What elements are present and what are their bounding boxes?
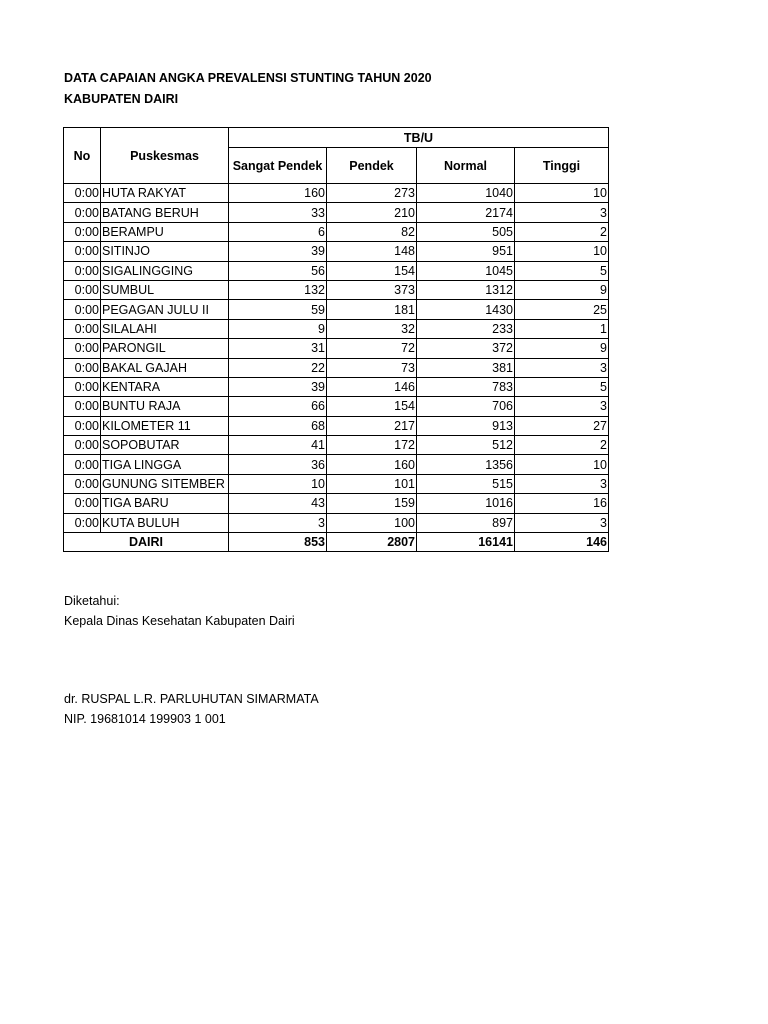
row-sangat-pendek: 9 <box>229 319 327 338</box>
column-header-puskesmas: Puskesmas <box>101 128 229 184</box>
row-tinggi: 10 <box>515 184 609 203</box>
group-header-tbu: TB/U <box>229 128 609 148</box>
column-header-sangat-pendek: Sangat Pendek <box>229 148 327 184</box>
table-row <box>64 222 609 241</box>
row-puskesmas: KUTA BULUH <box>101 513 229 532</box>
row-pendek: 210 <box>327 203 417 222</box>
row-pendek: 73 <box>327 358 417 377</box>
row-sangat-pendek: 132 <box>229 280 327 299</box>
row-no: 0:00 <box>64 455 101 474</box>
row-pendek: 373 <box>327 280 417 299</box>
row-normal: 951 <box>417 242 515 261</box>
row-pendek: 148 <box>327 242 417 261</box>
row-tinggi: 2 <box>515 436 609 455</box>
column-header-normal: Normal <box>417 148 515 184</box>
row-no: 0:00 <box>64 377 101 396</box>
column-header-tinggi: Tinggi <box>515 148 609 184</box>
row-no: 0:00 <box>64 474 101 493</box>
row-sangat-pendek: 39 <box>229 377 327 396</box>
row-no: 0:00 <box>64 494 101 513</box>
row-normal: 1356 <box>417 455 515 474</box>
footer-nip: NIP. 19681014 199903 1 001 <box>64 712 226 726</box>
table-row <box>64 339 609 358</box>
table-row <box>64 319 609 338</box>
row-pendek: 217 <box>327 416 417 435</box>
row-normal: 897 <box>417 513 515 532</box>
row-normal: 515 <box>417 474 515 493</box>
row-pendek: 101 <box>327 474 417 493</box>
row-pendek: 72 <box>327 339 417 358</box>
row-puskesmas: PARONGIL <box>101 339 229 358</box>
row-puskesmas: SIGALINGGING <box>101 261 229 280</box>
row-tinggi: 3 <box>515 474 609 493</box>
row-sangat-pendek: 6 <box>229 222 327 241</box>
row-puskesmas: SOPOBUTAR <box>101 436 229 455</box>
table-row <box>64 436 609 455</box>
row-sangat-pendek: 59 <box>229 300 327 319</box>
table-row <box>64 494 609 513</box>
row-pendek: 154 <box>327 397 417 416</box>
row-tinggi: 2 <box>515 222 609 241</box>
row-no: 0:00 <box>64 222 101 241</box>
row-sangat-pendek: 36 <box>229 455 327 474</box>
row-tinggi: 3 <box>515 513 609 532</box>
row-pendek: 82 <box>327 222 417 241</box>
table-row <box>64 242 609 261</box>
row-sangat-pendek: 66 <box>229 397 327 416</box>
row-tinggi: 10 <box>515 242 609 261</box>
row-sangat-pendek: 39 <box>229 242 327 261</box>
row-no: 0:00 <box>64 513 101 532</box>
row-puskesmas: GUNUNG SITEMBER <box>101 474 229 493</box>
row-pendek: 32 <box>327 319 417 338</box>
row-tinggi: 25 <box>515 300 609 319</box>
row-normal: 706 <box>417 397 515 416</box>
row-tinggi: 1 <box>515 319 609 338</box>
row-normal: 2174 <box>417 203 515 222</box>
row-pendek: 181 <box>327 300 417 319</box>
row-sangat-pendek: 68 <box>229 416 327 435</box>
total-row <box>64 533 609 552</box>
total-normal: 16141 <box>417 533 515 552</box>
row-puskesmas: PEGAGAN JULU II <box>101 300 229 319</box>
row-normal: 1016 <box>417 494 515 513</box>
table-row <box>64 377 609 396</box>
row-tinggi: 9 <box>515 280 609 299</box>
row-normal: 783 <box>417 377 515 396</box>
total-label: DAIRI <box>64 533 229 552</box>
row-puskesmas: BUNTU RAJA <box>101 397 229 416</box>
row-sangat-pendek: 22 <box>229 358 327 377</box>
document-subtitle: KABUPATEN DAIRI <box>64 92 179 106</box>
row-normal: 1040 <box>417 184 515 203</box>
row-puskesmas: HUTA RAKYAT <box>101 184 229 203</box>
table-row <box>64 513 609 532</box>
column-header-no: No <box>64 128 101 184</box>
row-tinggi: 5 <box>515 261 609 280</box>
row-pendek: 100 <box>327 513 417 532</box>
row-no: 0:00 <box>64 397 101 416</box>
row-no: 0:00 <box>64 436 101 455</box>
row-tinggi: 3 <box>515 358 609 377</box>
row-no: 0:00 <box>64 339 101 358</box>
row-puskesmas: BATANG BERUH <box>101 203 229 222</box>
document-title: DATA CAPAIAN ANGKA PREVALENSI STUNTING TAHUN 2020 <box>64 71 432 85</box>
row-no: 0:00 <box>64 184 101 203</box>
row-sangat-pendek: 56 <box>229 261 327 280</box>
row-no: 0:00 <box>64 280 101 299</box>
row-normal: 505 <box>417 222 515 241</box>
row-puskesmas: BAKAL GAJAH <box>101 358 229 377</box>
table-row <box>64 261 609 280</box>
table-row <box>64 203 609 222</box>
row-puskesmas: KENTARA <box>101 377 229 396</box>
row-puskesmas: TIGA BARU <box>101 494 229 513</box>
row-no: 0:00 <box>64 319 101 338</box>
row-no: 0:00 <box>64 203 101 222</box>
row-pendek: 159 <box>327 494 417 513</box>
row-tinggi: 9 <box>515 339 609 358</box>
row-pendek: 154 <box>327 261 417 280</box>
row-tinggi: 10 <box>515 455 609 474</box>
footer-signatory-name: dr. RUSPAL L.R. PARLUHUTAN SIMARMATA <box>64 692 319 706</box>
row-pendek: 172 <box>327 436 417 455</box>
row-tinggi: 3 <box>515 203 609 222</box>
table-row <box>64 474 609 493</box>
row-normal: 1430 <box>417 300 515 319</box>
table-row <box>64 416 609 435</box>
table-row <box>64 300 609 319</box>
row-normal: 381 <box>417 358 515 377</box>
row-normal: 1312 <box>417 280 515 299</box>
row-no: 0:00 <box>64 358 101 377</box>
row-sangat-pendek: 160 <box>229 184 327 203</box>
row-sangat-pendek: 3 <box>229 513 327 532</box>
row-puskesmas: KILOMETER 11 <box>101 416 229 435</box>
table-row <box>64 184 609 203</box>
row-no: 0:00 <box>64 416 101 435</box>
row-normal: 913 <box>417 416 515 435</box>
row-pendek: 273 <box>327 184 417 203</box>
total-pendek: 2807 <box>327 533 417 552</box>
table-row <box>64 280 609 299</box>
row-no: 0:00 <box>64 261 101 280</box>
row-pendek: 160 <box>327 455 417 474</box>
row-tinggi: 16 <box>515 494 609 513</box>
total-sangat-pendek: 853 <box>229 533 327 552</box>
table-row <box>64 397 609 416</box>
row-no: 0:00 <box>64 242 101 261</box>
row-puskesmas: TIGA LINGGA <box>101 455 229 474</box>
column-header-pendek: Pendek <box>327 148 417 184</box>
row-normal: 1045 <box>417 261 515 280</box>
row-sangat-pendek: 33 <box>229 203 327 222</box>
stunting-table <box>63 127 609 552</box>
row-no: 0:00 <box>64 300 101 319</box>
row-tinggi: 3 <box>515 397 609 416</box>
row-tinggi: 5 <box>515 377 609 396</box>
row-tinggi: 27 <box>515 416 609 435</box>
footer-position: Kepala Dinas Kesehatan Kabupaten Dairi <box>64 614 295 628</box>
row-puskesmas: SITINJO <box>101 242 229 261</box>
row-normal: 372 <box>417 339 515 358</box>
footer-known: Diketahui: <box>64 594 120 608</box>
row-sangat-pendek: 10 <box>229 474 327 493</box>
row-sangat-pendek: 41 <box>229 436 327 455</box>
row-puskesmas: BERAMPU <box>101 222 229 241</box>
row-puskesmas: SILALAHI <box>101 319 229 338</box>
table-row <box>64 358 609 377</box>
row-sangat-pendek: 31 <box>229 339 327 358</box>
row-normal: 512 <box>417 436 515 455</box>
row-puskesmas: SUMBUL <box>101 280 229 299</box>
row-pendek: 146 <box>327 377 417 396</box>
total-tinggi: 146 <box>515 533 609 552</box>
row-sangat-pendek: 43 <box>229 494 327 513</box>
row-normal: 233 <box>417 319 515 338</box>
table-row <box>64 455 609 474</box>
